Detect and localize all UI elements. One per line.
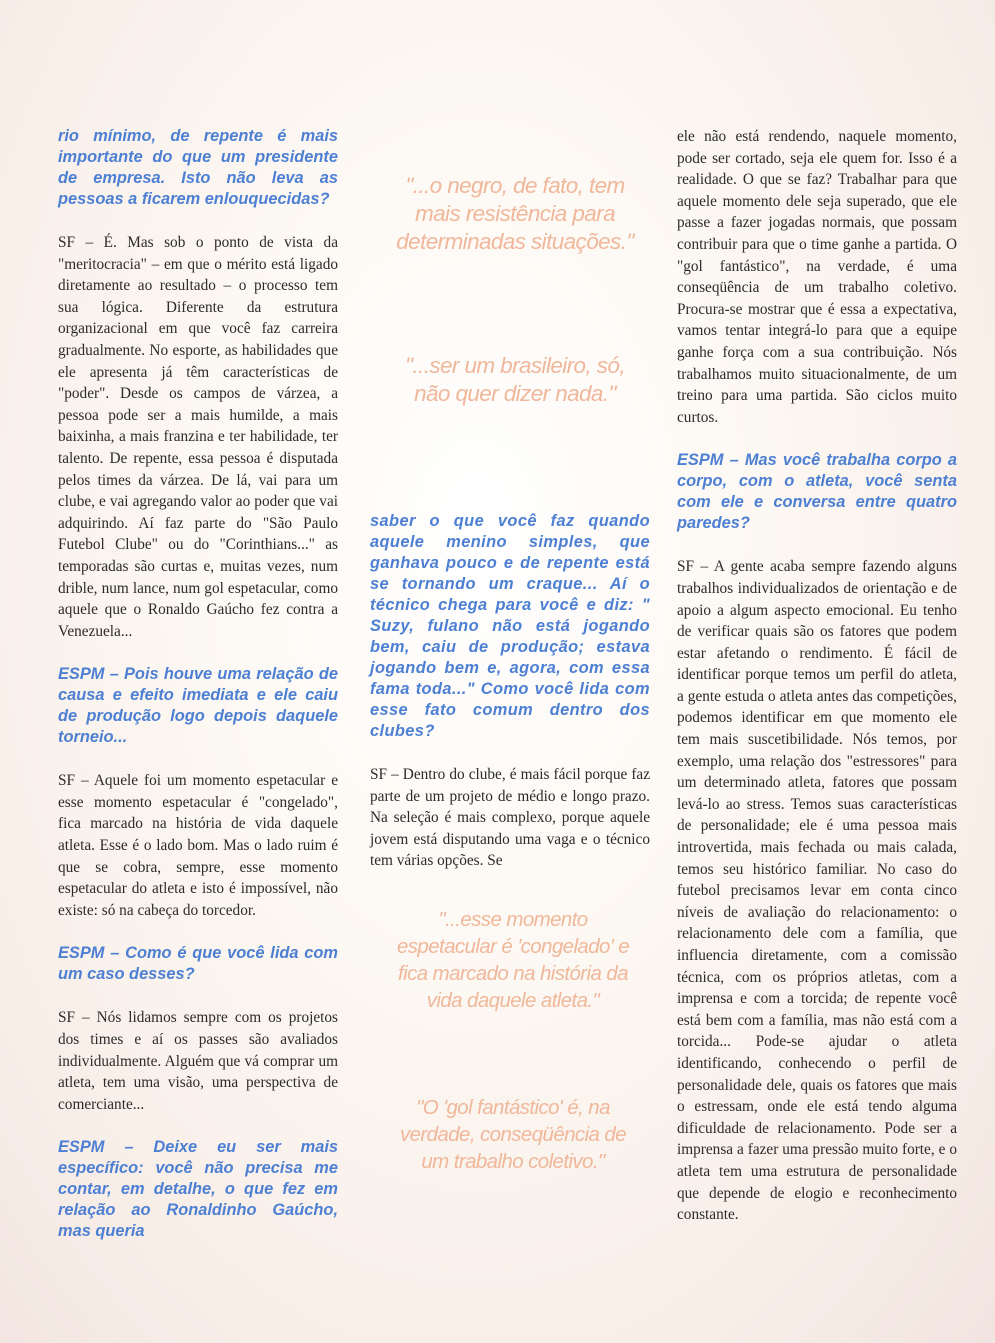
pull-quote: "...ser um brasileiro, só, não quer dizer nada." — [405, 353, 625, 406]
column-middle — [370, 511, 650, 872]
interview-question: rio mínimo, de repente é mais importante do que um presidente de empresa. Isto não leva as pessoas a ficarem enlouquecidas? — [58, 127, 338, 208]
interview-answer: ele não está rendendo, naquele momento, pode ser cortado, seja ele quem for. Isso é a realidade. O que se faz? Trabalhar para que aquele momento dele seja superado, que ele passe a fazer jogadas normais, que possam contribuir para que o time ganhe a partida. O "gol fantástico", na verdade, é uma conseqüência de um trabalho coletivo. Procura-se mostrar que é essa a expectativa, vamos tentar integrá-lo para que a equipe ganhe força com a sua contribuição. Nós trabalhamos muito situacionalmente, de um treino para uma partida. São ciclos muito curtos. — [677, 128, 957, 426]
interview-answer: SF – A gente acaba sempre fazendo alguns trabalhos individualizados de orientação e de apoio a algum aspecto emocional. Eu tenho de verificar quais são os fatores que podem estar afetando o rendimento. É fácil de identificar porque temos um perfil do atleta, a gente estuda o atleta antes das competições, podemos identificar em que momento ele tem mais suscetibilidade. Nós temos, por exemplo, uma relação dos "estressores" para um determinado atleta, fatores que possam levá-lo ao stress. Temos suas características de personalidade; ele é uma pessoa mais introvertida, mais fechada ou mais calada, temos seu histórico familiar. No caso do futebol precisamos levar em conta cinco níveis de avaliação do relacionamento: o relacionamento dele com a família, que influencia diretamente, com a comissão técnica, com os próprios atletas, com a imprensa e com a torcida; de repente você está bem com a família, mas não está com a torcida... Pode-se ajudar o atleta identificando, conhecendo o perfil de personalidade dele, quais os fatores que mais o estressam, onde ele está tendo alguma dificuldade de relacionamento. Pode ser a imprensa a fazer uma pressão muito forte, e o atleta tem uma estrutura de personalidade que depende de elogio e reconhecimento constante. — [677, 558, 957, 1224]
pull-quote: "...o negro, de fato, tem mais resistência para determinadas situações." — [396, 173, 634, 254]
interview-answer: SF – Nós lidamos sempre com os projetos dos times e aí os passes são avaliados individualmente. Alguém que vá comprar um atleta, tem uma visão, uma perspectiva de comerciante... — [58, 1009, 338, 1113]
interview-question: ESPM – Deixe eu ser mais específico: você não precisa me contar, em detalhe, o que fez em relação ao Ronaldinho Gaúcho, mas queria — [58, 1138, 338, 1241]
interview-question: saber o que você faz quando aquele menino simples, que ganhava pouco e de repente está se tornando um craque... Aí o técnico chega para você e diz: " Suzy, fulano não está jogando bem, caiu de produção; estava jogando bem e, agora, com essa fama toda..." Como você lida com esse fato comum dentro dos clubes? — [370, 512, 650, 740]
interview-answer: SF – Aquele foi um momento espetacular e esse momento espetacular é "congelado", fica marcado na história de vida daquele atleta. Esse é o lado bom. Mas o lado ruim é que se cobra, sempre, esse momento espetacular do atleta e isto é impossível, não existe: só na cabeça do torcedor. — [58, 772, 338, 919]
pull-quote: "O 'gol fantástico' é, na verdade, conseqüência de um trabalho coletivo." — [399, 1096, 627, 1173]
interview-answer: SF – É. Mas sob o ponto de vista da "meritocracia" – em que o mérito está ligado diretamente ao resultado – o processo tem sua lógica. Diferente da estrutura organizacional em que você faz carreira gradualmente. No esporte, as habilidades que ele apresenta já têm características de "poder". Desde os campos de várzea, a pessoa pode ser a mais humilde, a mais baixinha, a mais franzina e ter habilidade, ter talento. De repente, essa pessoa é disputada pelos times da várzea. De lá, vai para um clube, e vai agregando valor ao poder que vai adquirindo. Aí faz parte do "São Paulo Futebol Clube" ou do "Corinthians..." as temporadas são curtas e, muitas vezes, num drible, num lance, num gol espetacular, como aquele que o Ronaldo Gaúcho fez contra a Venezuela... — [58, 234, 338, 640]
interview-answer: SF – Dentro do clube, é mais fácil porque faz parte de um projeto de médio e longo prazo. Na seleção é mais complexo, porque aquele jovem está disputando uma vaga e o técnico tem várias opções. Se — [370, 766, 650, 870]
interview-question: ESPM – Como é que você lida com um caso desses? — [58, 944, 338, 984]
pull-quote: "...esse momento espetacular é 'congelado' e fica marcado na história da vida daquele atleta." — [396, 908, 630, 1012]
column-left — [58, 126, 338, 1242]
interview-question: ESPM – Pois houve uma relação de causa e efeito imediata e ele caiu de produção logo depois daquele torneio... — [58, 665, 338, 747]
column-right — [677, 126, 957, 1226]
interview-question: ESPM – Mas você trabalha corpo a corpo, com o atleta, você senta com ele e conversa entre quatro paredes? — [677, 451, 957, 533]
